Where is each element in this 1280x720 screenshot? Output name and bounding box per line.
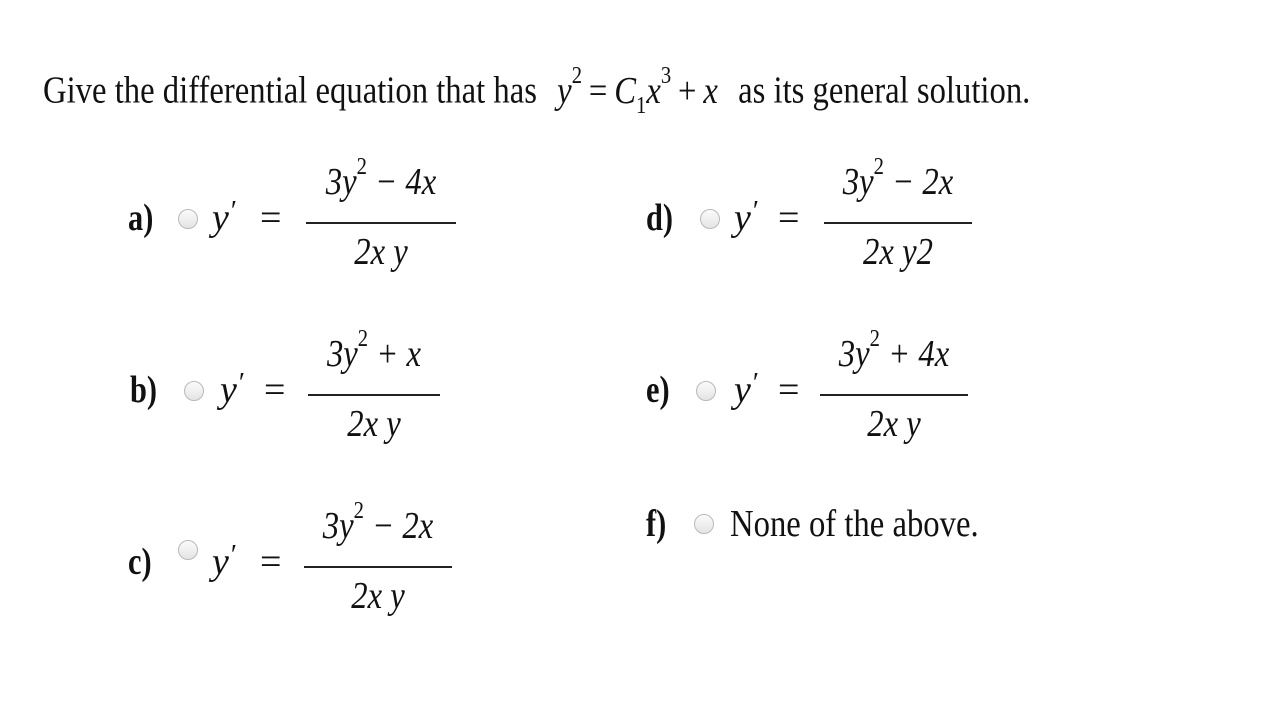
option-f xyxy=(646,494,1046,614)
option-f-label: None of the above. xyxy=(730,503,979,545)
option-letter: f) xyxy=(646,503,667,545)
num-coef: 3y xyxy=(326,333,358,375)
question-suffix: as its general solution. xyxy=(738,69,1031,112)
option-a xyxy=(128,154,488,280)
eq-x-exponent: 3 xyxy=(660,63,672,89)
fraction-numerator xyxy=(317,326,431,376)
eq-rhs-x: x xyxy=(703,69,718,112)
question-prefix: Give the differential equation that has xyxy=(43,69,537,112)
num-rest: + 4x xyxy=(879,333,950,375)
num-exponent: 2 xyxy=(357,326,369,353)
option-c xyxy=(128,498,488,624)
fraction-numerator xyxy=(830,326,957,376)
option-f-radio[interactable] xyxy=(694,514,714,534)
y-symbol: y xyxy=(212,541,229,583)
num-exponent: 2 xyxy=(353,498,364,525)
eq-y: y xyxy=(557,69,572,112)
prime-symbol: ′ xyxy=(752,368,759,399)
fraction-denominator: 2x y xyxy=(347,403,401,445)
fraction-denominator: 2x y2 xyxy=(863,231,933,273)
option-e-radio[interactable] xyxy=(696,381,716,401)
equals-sign: = xyxy=(260,541,282,583)
y-symbol: y xyxy=(734,369,751,411)
eq-x: x xyxy=(646,69,661,112)
option-letter: a) xyxy=(128,197,154,239)
prime-symbol: ′ xyxy=(752,196,759,227)
fraction-denominator: 2x y xyxy=(351,575,405,617)
derivative-lhs xyxy=(212,540,237,584)
num-rest: − 2x xyxy=(363,505,434,547)
option-d-radio[interactable] xyxy=(700,209,720,229)
eq-plus: + xyxy=(678,69,697,112)
general-solution-equation xyxy=(557,63,718,120)
num-rest: − 2x xyxy=(883,161,954,203)
fraction-bar xyxy=(308,394,440,396)
eq-equals: = xyxy=(588,69,608,112)
option-c-radio[interactable] xyxy=(178,540,198,560)
option-letter: d) xyxy=(646,197,674,239)
fraction-numerator xyxy=(317,154,446,204)
num-coef: 3y xyxy=(325,161,357,203)
fraction-bar xyxy=(820,394,968,396)
num-coef: 3y xyxy=(838,333,870,375)
option-b-radio[interactable] xyxy=(184,381,204,401)
equals-sign: = xyxy=(260,197,282,239)
derivative-lhs xyxy=(734,196,759,240)
fraction-numerator xyxy=(834,154,961,204)
option-b xyxy=(130,326,490,452)
y-symbol: y xyxy=(212,197,229,239)
num-coef: 3y xyxy=(322,505,354,547)
prime-symbol: ′ xyxy=(230,196,237,227)
fraction-denominator: 2x y xyxy=(354,231,408,273)
prime-symbol: ′ xyxy=(238,368,245,399)
fraction-bar xyxy=(824,222,972,224)
derivative-lhs xyxy=(220,368,245,412)
option-e xyxy=(646,326,1006,452)
eq-c-subscript: 1 xyxy=(636,93,647,120)
fraction-bar xyxy=(306,222,456,224)
y-symbol: y xyxy=(220,369,237,411)
derivative-lhs xyxy=(734,368,759,412)
num-rest: − 4x xyxy=(366,161,437,203)
num-exponent: 2 xyxy=(356,154,367,181)
equals-sign: = xyxy=(778,197,800,239)
fraction-denominator: 2x y xyxy=(867,403,921,445)
eq-c: C xyxy=(614,69,637,112)
num-coef: 3y xyxy=(842,161,874,203)
num-exponent: 2 xyxy=(869,326,880,353)
prime-symbol: ′ xyxy=(230,540,237,571)
question-text xyxy=(43,50,1030,136)
fraction-bar xyxy=(304,566,452,568)
option-letter: b) xyxy=(130,369,158,411)
eq-y-exponent: 2 xyxy=(571,63,583,89)
option-letter: e) xyxy=(646,369,670,411)
fraction-numerator xyxy=(314,498,441,548)
num-rest: + x xyxy=(368,333,422,375)
option-d xyxy=(646,154,1006,280)
equals-sign: = xyxy=(778,369,800,411)
option-a-radio[interactable] xyxy=(178,209,198,229)
num-exponent: 2 xyxy=(873,154,884,181)
option-letter: c) xyxy=(128,541,152,583)
y-symbol: y xyxy=(734,197,751,239)
equals-sign: = xyxy=(264,369,286,411)
derivative-lhs xyxy=(212,196,237,240)
